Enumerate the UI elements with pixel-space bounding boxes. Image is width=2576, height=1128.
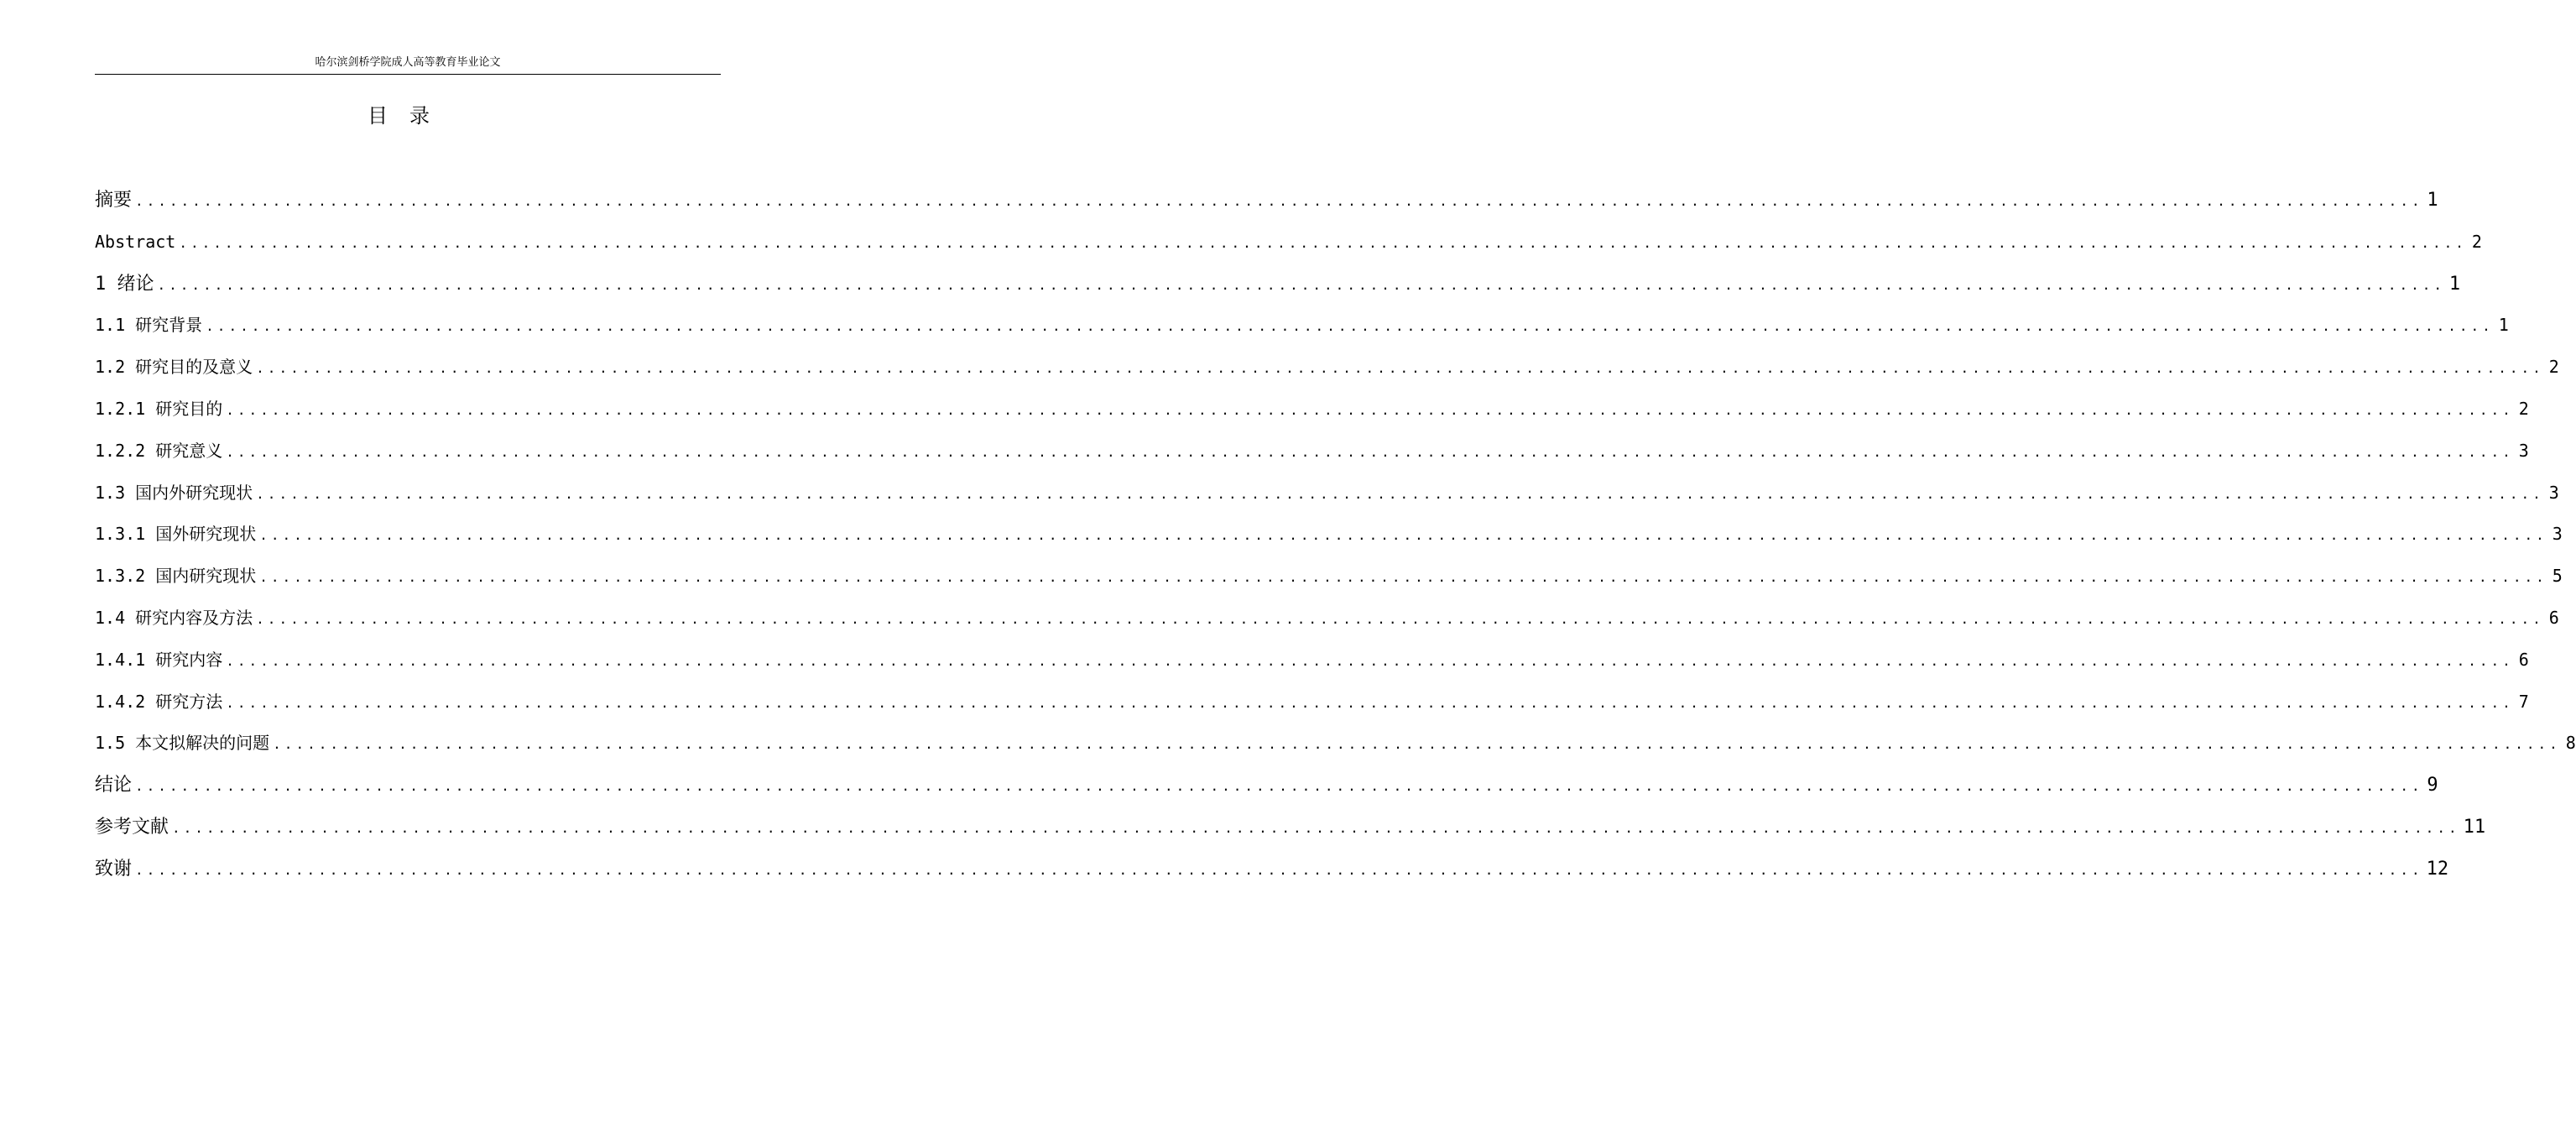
toc-entry-page: 2 <box>2471 231 2482 252</box>
toc-entry-label: 摘要 <box>95 190 133 211</box>
toc-leader-dots: ........................................................................................................................................................................................................ <box>226 401 2514 418</box>
table-of-contents <box>95 180 2576 890</box>
toc-entry-page: 8 <box>2565 733 2576 754</box>
toc-leader-dots: ........................................................................................................................................................................................................ <box>157 276 2446 293</box>
toc-entry-page: 1 <box>2448 273 2461 295</box>
toc-entry-label: 1.2.1 研究目的 <box>95 398 223 419</box>
toc-entry-page: 9 <box>2427 775 2438 796</box>
toc-entry-page: 6 <box>2548 607 2559 628</box>
toc-leader-dots: ........................................................................................................................................................................................................ <box>256 485 2544 502</box>
toc-entry-page: 6 <box>2518 649 2529 670</box>
toc-entry[interactable] <box>95 264 2461 306</box>
toc-entry[interactable] <box>95 514 2563 556</box>
toc-entry[interactable] <box>95 682 2529 723</box>
toc-entry-label: 1.4.1 研究内容 <box>95 649 223 670</box>
page-header <box>95 54 721 75</box>
toc-leader-dots: ........................................................................................................................................................................................................ <box>135 193 2423 209</box>
toc-entry[interactable] <box>95 807 2486 849</box>
toc-entry-label: 参考文献 <box>95 816 169 838</box>
toc-entry[interactable] <box>95 765 2438 807</box>
toc-entry-label: 1.3.2 国内研究现状 <box>95 566 257 587</box>
toc-leader-dots: ........................................................................................................................................................................................................ <box>226 694 2514 711</box>
toc-entry-label: 致谢 <box>95 858 133 880</box>
toc-leader-dots: ........................................................................................................................................................................................................ <box>135 778 2423 795</box>
toc-entry-page: 1 <box>2498 315 2509 336</box>
toc-leader-dots: ........................................................................................................................................................................................................ <box>135 861 2423 878</box>
toc-entry-label: 1.2 研究目的及意义 <box>95 357 253 378</box>
header-text: 哈尔滨剑桥学院成人高等教育毕业论文 <box>315 56 501 69</box>
toc-entry-page: 12 <box>2426 858 2449 880</box>
toc-entry[interactable] <box>95 723 2576 765</box>
toc-leader-dots: ........................................................................................................................................................................................................ <box>256 610 2544 627</box>
toc-entry[interactable] <box>95 473 2559 514</box>
toc-leader-dots: ........................................................................................................................................................................................................ <box>259 569 2547 586</box>
toc-entry-label: 1.4.2 研究方法 <box>95 691 223 712</box>
toc-entry[interactable] <box>95 305 2509 347</box>
toc-entry[interactable] <box>95 849 2449 890</box>
toc-leader-dots: ........................................................................................................................................................................................................ <box>179 234 2467 251</box>
toc-entry-page: 3 <box>2548 482 2559 503</box>
toc-leader-dots: ........................................................................................................................................................................................................ <box>172 819 2460 836</box>
toc-leader-dots: ........................................................................................................................................................................................................ <box>226 652 2514 669</box>
toc-entry-page: 2 <box>2518 398 2529 419</box>
toc-entry-label: 1.3.1 国外研究现状 <box>95 524 257 545</box>
toc-entry-label: 1.1 研究背景 <box>95 315 203 336</box>
toc-entry[interactable] <box>95 222 2482 264</box>
toc-entry-page: 3 <box>2552 524 2563 545</box>
toc-entry-page: 7 <box>2518 691 2529 712</box>
toc-leader-dots: ........................................................................................................................................................................................................ <box>226 443 2514 460</box>
toc-entry[interactable] <box>95 431 2529 473</box>
toc-entry[interactable] <box>95 347 2559 389</box>
toc-entry[interactable] <box>95 556 2563 598</box>
toc-title: 目录 <box>368 104 451 128</box>
toc-entry[interactable] <box>95 640 2529 682</box>
toc-entry-page: 5 <box>2552 566 2563 587</box>
toc-entry[interactable] <box>95 389 2529 431</box>
toc-entry-page: 2 <box>2548 357 2559 378</box>
toc-entry-label: 结论 <box>95 775 133 796</box>
toc-entry-page: 11 <box>2463 816 2486 838</box>
toc-entry-label: 1.2.2 研究意义 <box>95 440 223 461</box>
toc-entry-label: 1.5 本文拟解决的问题 <box>95 733 270 754</box>
toc-entry-label: 1 绪论 <box>95 273 154 295</box>
toc-leader-dots: ........................................................................................................................................................................................................ <box>206 318 2494 335</box>
toc-entry-page: 1 <box>2427 190 2438 211</box>
toc-entry-page: 3 <box>2518 440 2529 461</box>
toc-entry[interactable] <box>95 598 2559 640</box>
toc-leader-dots: ........................................................................................................................................................................................................ <box>259 527 2547 544</box>
toc-entry[interactable] <box>95 180 2438 222</box>
toc-entry-label: 1.3 国内外研究现状 <box>95 482 253 503</box>
toc-leader-dots: ........................................................................................................................................................................................................ <box>256 360 2544 377</box>
toc-entry-label: 1.4 研究内容及方法 <box>95 607 253 628</box>
toc-leader-dots: ........................................................................................................................................................................................................ <box>273 736 2561 753</box>
toc-entry-label: Abstract <box>95 231 176 252</box>
